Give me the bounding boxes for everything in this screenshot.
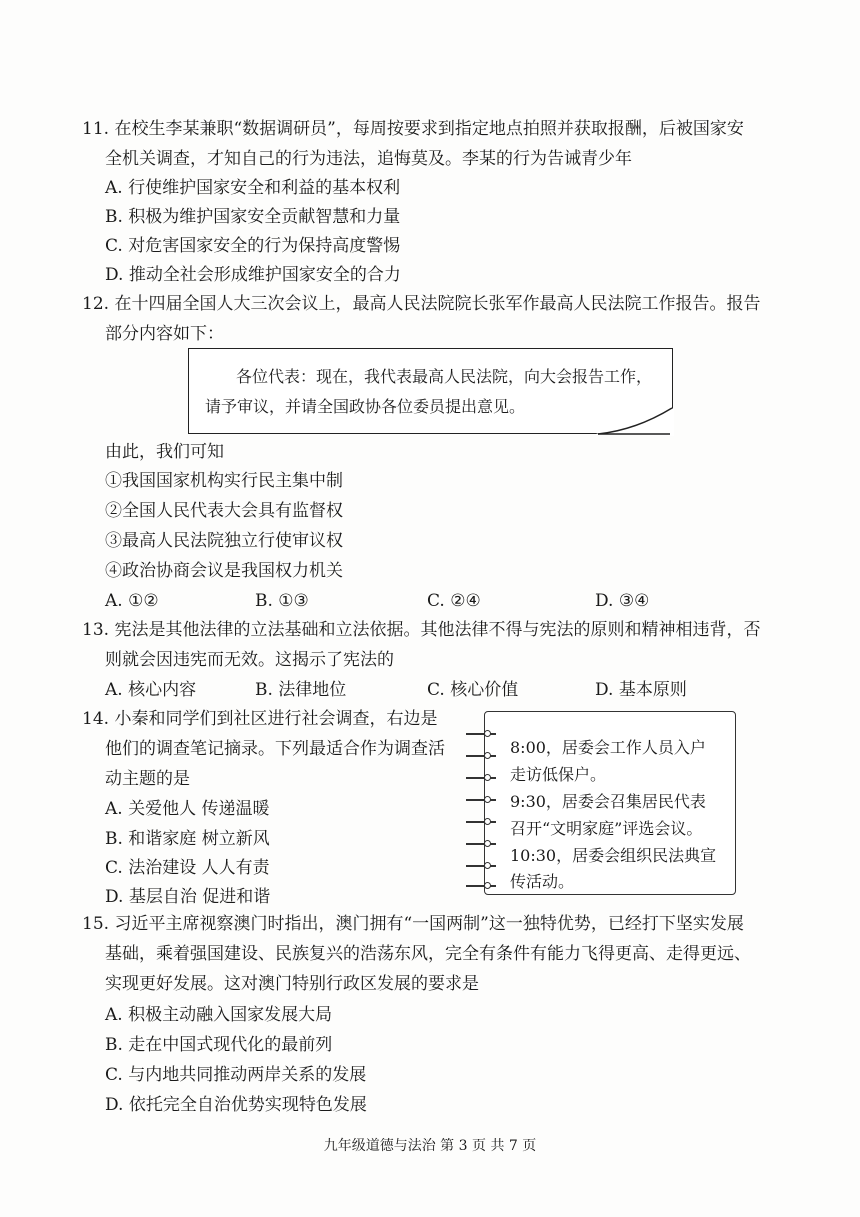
question-13-option-a[interactable]: A. 核心内容: [105, 680, 197, 700]
question-13-option-d[interactable]: D. 基本原则: [595, 680, 687, 700]
question-11-option-b[interactable]: B. 积极为维护国家安全贡献智慧和力量: [105, 207, 401, 227]
question-15-stem-line-2: 基础，乘着强国建设、民族复兴的浩荡东风，完全有条件有能力飞得更高、走得更远、: [105, 944, 751, 964]
question-15-stem-line-3: 实现更好发展。这对澳门特别行政区发展的要求是: [105, 974, 479, 994]
question-14-stem-line-2: 他们的调查笔记摘录。下列最适合作为调查活: [105, 739, 445, 759]
survey-note-line-6: 传活动。: [510, 872, 575, 891]
question-12-option-b[interactable]: B. ①③: [255, 591, 309, 611]
question-14-option-c[interactable]: C. 法治建设 人人有责: [105, 858, 270, 878]
question-15-option-d[interactable]: D. 依托完全自治优势实现特色发展: [105, 1095, 367, 1115]
notebook-ring-icon: [466, 821, 496, 825]
notebook-ring-icon: [466, 843, 496, 847]
question-12-statement-4: ④政治协商会议是我国权力机关: [105, 561, 343, 581]
notebook-ring-icon: [466, 799, 496, 803]
question-12-stem-line-2: 部分内容如下：: [105, 324, 224, 344]
question-14-option-b[interactable]: B. 和谐家庭 树立新风: [105, 829, 270, 849]
survey-note-line-3: 9:30，居委会召集居民代表: [510, 792, 706, 811]
survey-note-line-2: 走访低保户。: [510, 765, 607, 784]
question-15-stem-line-1: 15. 习近平主席视察澳门时指出，澳门拥有“一国两制”这一独特优势，已经打下坚实发展: [82, 914, 744, 934]
question-12-option-d[interactable]: D. ③④: [595, 591, 650, 611]
question-14-stem-line-3: 动主题的是: [105, 769, 190, 789]
question-13-stem-line-1: 13. 宪法是其他法律的立法基础和立法依据。其他法律不得与宪法的原则和精神相违背，否: [82, 620, 761, 640]
question-12-statement-1: ①我国国家机构实行民主集中制: [105, 471, 343, 491]
question-12-stem-line-1: 12. 在十四届全国人大三次会议上，最高人民法院院长张军作最高人民法院工作报告。报告: [82, 294, 761, 314]
page-curl-decoration: [596, 406, 674, 436]
notebook-ring-icon: [466, 733, 496, 737]
question-13-stem-line-2: 则就会因违宪而无效。这揭示了宪法的: [105, 650, 394, 670]
notebook-ring-icon: [466, 885, 496, 889]
notebook-ring-icon: [466, 865, 496, 869]
survey-note-line-4: 召开“文明家庭”评选会议。: [510, 819, 703, 838]
question-11-option-a[interactable]: A. 行使维护国家安全和利益的基本权利: [105, 178, 401, 198]
question-12-lead: 由此，我们可知: [105, 442, 224, 462]
page-footer: 九年级道德与法治 第 3 页 共 7 页: [323, 1138, 537, 1154]
question-12-statement-3: ③最高人民法院独立行使审议权: [105, 531, 343, 551]
survey-note-line-1: 8:00，居委会工作人员入户: [510, 738, 706, 757]
question-12-statement-2: ②全国人民代表大会具有监督权: [105, 501, 343, 521]
question-15-option-b[interactable]: B. 走在中国式现代化的最前列: [105, 1035, 333, 1055]
question-14-option-d[interactable]: D. 基层自治 促进和谐: [105, 887, 271, 907]
notebook-ring-icon: [466, 777, 496, 781]
question-11-stem-line-1: 11. 在校生李某兼职“数据调研员”，每周按要求到指定地点拍照并获取报酬，后被国家安: [82, 119, 744, 139]
survey-note-line-5: 10:30，居委会组织民法典宣: [510, 846, 717, 865]
question-13-option-b[interactable]: B. 法律地位: [255, 680, 347, 700]
question-12-option-c[interactable]: C. ②④: [427, 591, 481, 611]
report-excerpt-line-2: 请予审议，并请全国政协各位委员提出意见。: [205, 397, 526, 416]
question-12-option-a[interactable]: A. ①②: [105, 591, 159, 611]
question-13-option-c[interactable]: C. 核心价值: [427, 680, 519, 700]
question-11-stem-line-2: 全机关调查，才知自己的行为违法，追悔莫及。李某的行为告诫青少年: [105, 149, 632, 169]
question-15-option-a[interactable]: A. 积极主动融入国家发展大局: [105, 1005, 333, 1025]
question-15-option-c[interactable]: C. 与内地共同推动两岸关系的发展: [105, 1065, 367, 1085]
question-11-option-d[interactable]: D. 推动全社会形成维护国家安全的合力: [105, 265, 401, 285]
notebook-ring-icon: [466, 755, 496, 759]
question-14-option-a[interactable]: A. 关爱他人 传递温暖: [105, 799, 270, 819]
question-11-option-c[interactable]: C. 对危害国家安全的行为保持高度警惕: [105, 236, 401, 256]
report-excerpt-line-1: 各位代表：现在，我代表最高人民法院，向大会报告工作，: [236, 367, 653, 386]
question-14-stem-line-1: 14. 小秦和同学们到社区进行社会调查，右边是: [82, 709, 438, 729]
